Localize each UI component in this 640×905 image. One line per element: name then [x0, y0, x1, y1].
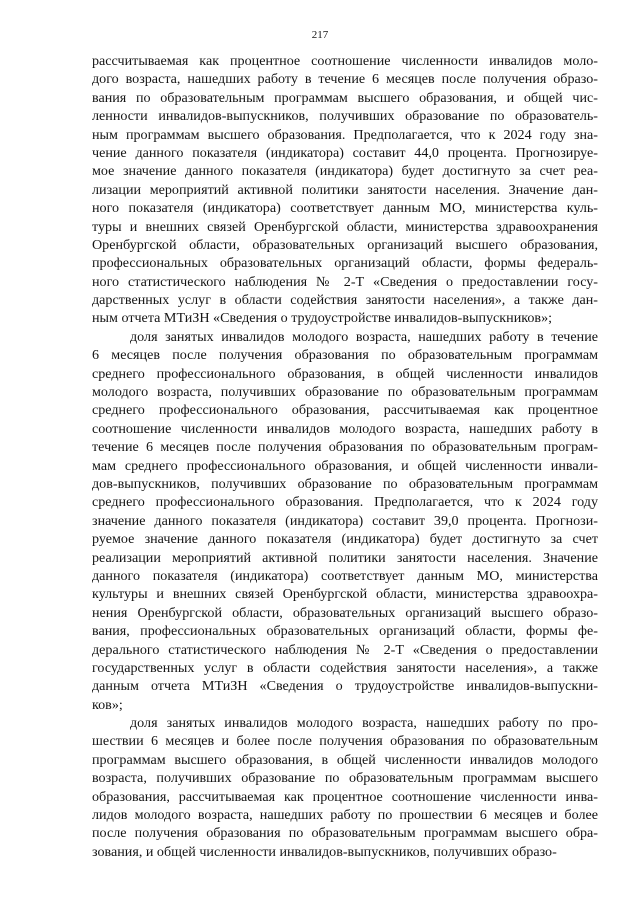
text-line: доля занятых инвалидов молодого возраста, нашедших работу в течение	[130, 328, 598, 345]
text-line: возраста, получивших образование по образовательным программам высшего	[92, 770, 598, 787]
text-line: нения Оренбургской области, образовательных организаций высшего образо-	[92, 604, 598, 621]
text-line: ленности инвалидов-выпускников, получивших образование по образователь-	[92, 108, 598, 125]
text-line: среднего профессионального образования. Предполагается, что к 2024 году	[92, 494, 598, 511]
text-line: вания по образовательным программам высшего образования, и общей чис-	[92, 89, 598, 106]
text-line: лидов молодого возраста, нашедших работу по прошествии 6 месяцев и более	[92, 807, 598, 824]
text-line: ков»;	[92, 696, 123, 713]
text-line: мам среднего профессионального образования, и общей численности инвали-	[92, 457, 598, 474]
text-line: вания, профессиональных образовательных организаций области, формы фе-	[92, 623, 598, 640]
text-line: зования, и общей численности инвалидов-выпускников, получивших образо-	[92, 843, 557, 860]
text-line: данным отчета МТиЗН «Сведения о трудоустройстве инвалидов-выпускни-	[92, 678, 598, 695]
text-line: мое значение данного показателя (индикатора) будет достигнуто за счет реа-	[92, 163, 598, 180]
paragraph	[92, 714, 598, 861]
text-line: туры и внешних связей Оренбургской области, министерства здравоохранения	[92, 218, 598, 235]
text-line: среднего профессионального образования, рассчитываемая как процентное	[92, 402, 598, 419]
paragraph	[92, 52, 598, 328]
text-line: чение данного показателя (индикатора) составит 44,0 процента. Прогнозируе-	[92, 144, 598, 161]
text-line: образования, рассчитываемая как процентное соотношение численности инва-	[92, 788, 598, 805]
text-line: 6 месяцев после получения образования по образовательным программам	[92, 347, 598, 364]
text-line: руемое значение данного показателя (индикатора) будет достигнуто за счет	[92, 531, 598, 548]
text-line: молодого возраста, получивших образование по образовательным программам	[92, 384, 598, 401]
text-line: течение 6 месяцев после получения образования по образовательным програм-	[92, 439, 598, 456]
text-line: Оренбургской области, образовательных организаций высшего образования,	[92, 236, 598, 253]
text-line: реализации мероприятий активной политики занятости населения. Значение	[92, 549, 598, 566]
text-line: рассчитываемая как процентное соотношение численности инвалидов моло-	[92, 53, 598, 69]
text-line: ного показателя (индикатора) соответствует данным МО, министерства куль-	[92, 200, 598, 217]
text-line: дов-выпускников, получивших образование по образовательным программам	[92, 475, 598, 492]
text-line: культуры и внешних связей Оренбургской области, министерства здравоохра-	[92, 586, 598, 603]
text-line: ного статистического наблюдения № 2-Т «Сведения о предоставлении госу-	[92, 273, 598, 290]
text-line: данного показателя (индикатора) соответствует данным МО, министерства	[92, 567, 598, 584]
text-line: соотношение численности инвалидов молодого возраста, нашедших работу в	[92, 420, 598, 437]
text-line: государственных услуг в области содействия занятости населения», а также	[92, 659, 598, 676]
text-line: шествии 6 месяцев и более после получения образования по образовательным	[92, 733, 598, 750]
text-line: доля занятых инвалидов молодого возраста, нашедших работу по про-	[130, 715, 598, 732]
text-line: среднего профессионального образования, в общей численности инвалидов	[92, 365, 598, 382]
text-line: значение данного показателя (индикатора) составит 39,0 процента. Прогнози-	[92, 512, 598, 529]
text-line: дого возраста, нашедших работу в течение 6 месяцев после получения образо-	[92, 71, 598, 88]
paragraph	[92, 328, 598, 714]
text-line: ным отчета МТиЗН «Сведения о трудоустройстве инвалидов-выпускников»;	[92, 310, 553, 327]
text-line: после получения образования по образовательным программам высшего обра-	[92, 825, 598, 842]
text-line: дерального статистического наблюдения № 2-Т «Сведения о предоставлении	[92, 641, 598, 658]
text-line: профессиональных образовательных организаций области, формы федераль-	[92, 255, 598, 272]
text-line: программам высшего образования, в общей численности инвалидов молодого	[92, 751, 598, 768]
page-number: 217	[311, 29, 329, 41]
text-line: дарственных услуг в области содействия занятости населения», а также дан-	[92, 292, 598, 309]
text-line: лизации мероприятий активной политики занятости населения. Значение дан-	[92, 181, 598, 198]
document-body	[92, 52, 598, 861]
text-line: ным программам высшего образования. Предполагается, что к 2024 году зна-	[92, 126, 598, 143]
